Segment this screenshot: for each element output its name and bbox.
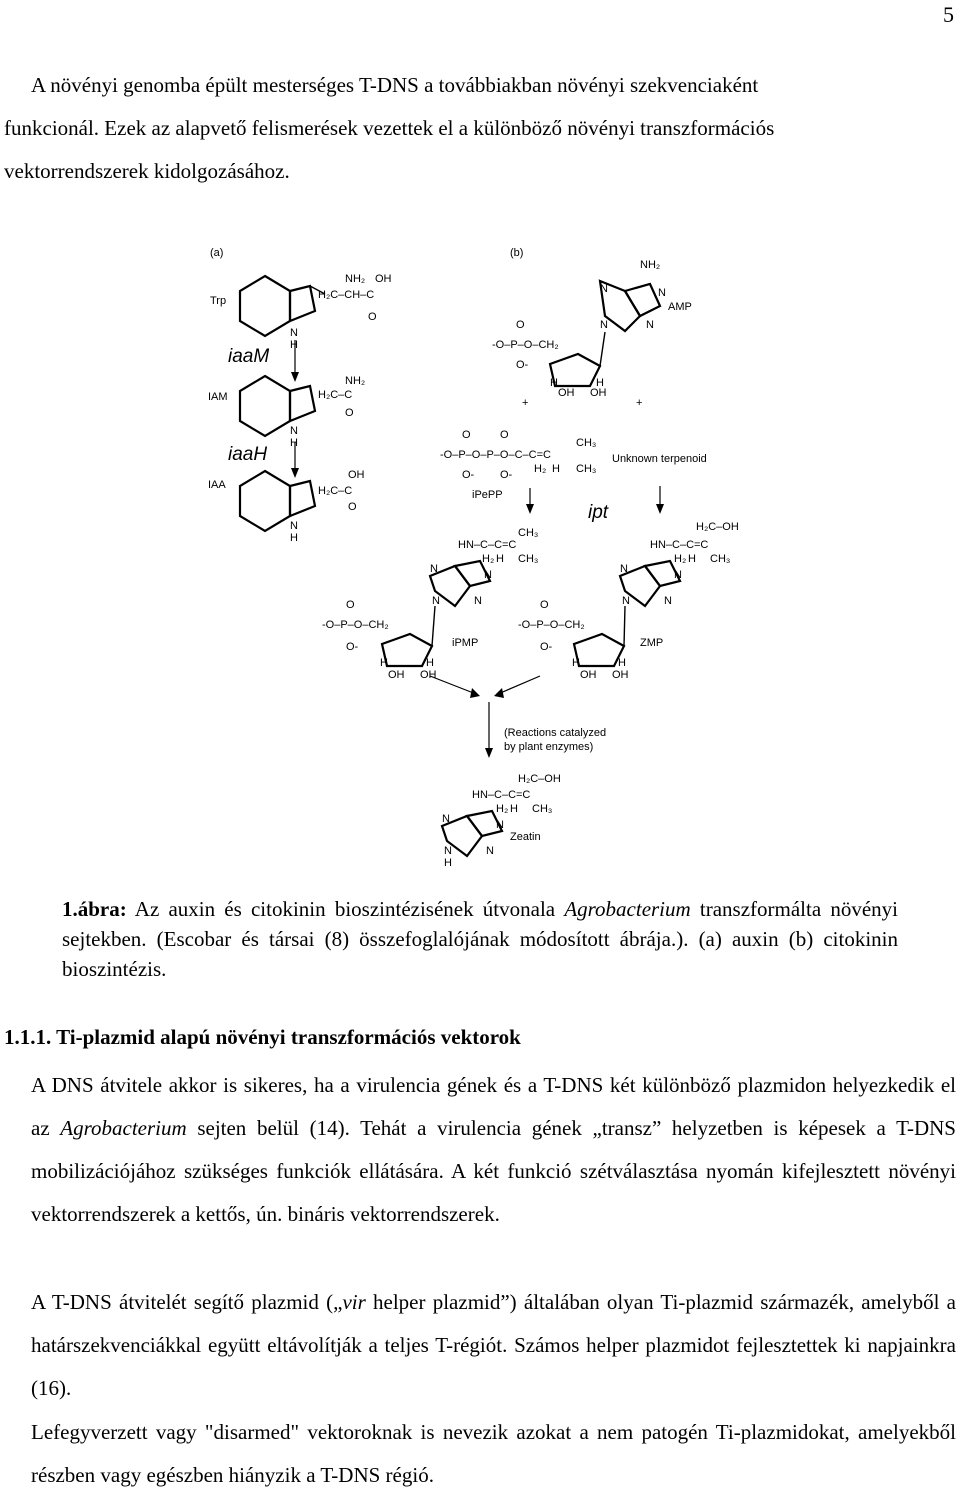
p3-text: Lefegyverzett vagy "disarmed" vektoroknak is nevezik azokat a nem patogén Ti-plazmidokat, amelyekből részben vagy egészben hiányzik a T-DNS régió. <box>31 1420 956 1487</box>
svg-text:N: N <box>432 595 440 607</box>
svg-text:H: H <box>290 437 298 449</box>
caption-label: 1.ábra: <box>62 897 127 921</box>
ipmp-label: iPMP <box>452 637 479 649</box>
zeatin-label: Zeatin <box>510 831 541 843</box>
svg-text:OH: OH <box>388 669 405 681</box>
caption-text-1: Az auxin és citokinin bioszintézisének útvonala <box>126 897 565 921</box>
p2-text-b: helper plazmid”) általában olyan Ti-plazmid származék, amelyből a határszekvenciákkal együtt eltávolítják a teljes T-régiót. Számos helper plazmidot fejlesztettek ki napjainkra (16). <box>31 1290 956 1400</box>
section-paragraph-2 <box>4 1281 956 1410</box>
trp-label: Trp <box>210 295 227 307</box>
reactions-label-1: (Reactions catalyzed <box>504 727 607 739</box>
iam-molecule <box>208 375 365 449</box>
zmp-label: ZMP <box>640 637 664 649</box>
svg-text:N: N <box>484 569 492 581</box>
svg-text:NH₂: NH₂ <box>640 259 661 271</box>
svg-text:CH₃: CH₃ <box>710 553 731 565</box>
svg-text:H₂: H₂ <box>534 463 547 475</box>
svg-text:H: H <box>444 857 452 869</box>
svg-text:H₂C–C: H₂C–C <box>318 389 353 401</box>
zmp-molecule <box>518 521 739 681</box>
svg-text:H: H <box>510 803 518 815</box>
iaaM-enzyme: iaaM <box>228 346 270 367</box>
ipmp-molecule <box>322 527 538 681</box>
zeatin-molecule <box>442 773 561 869</box>
svg-text:N: N <box>444 845 452 857</box>
svg-text:H: H <box>290 339 298 351</box>
svg-text:HN–C–C=C: HN–C–C=C <box>472 789 531 801</box>
svg-text:O-: O- <box>540 641 553 653</box>
svg-text:O: O <box>462 429 471 441</box>
svg-text:O-: O- <box>500 469 513 481</box>
svg-text:N: N <box>496 819 504 831</box>
svg-text:N: N <box>620 563 628 575</box>
intro-line-1: A növényi genomba épült mesterséges T-DNS a továbbiakban növényi szekvenciaként <box>31 73 759 97</box>
svg-text:O: O <box>348 501 357 513</box>
svg-text:O: O <box>346 599 355 611</box>
svg-text:O-: O- <box>462 469 475 481</box>
svg-text:N: N <box>646 319 654 331</box>
p1-text-b: sejten belül (14). Tehát a virulencia gének „transz” helyzetben is képesek a T-DNS mobilizációjához szükséges funkciók ellátására. A két funkció szétválasztása nyomán kifejlesztett növényi vektorrendszerek a kettős, ún. bináris vektorrendszerek. <box>31 1116 956 1226</box>
svg-text:H₂C–OH: H₂C–OH <box>696 521 739 533</box>
svg-text:NH₂: NH₂ <box>345 273 366 285</box>
svg-text:H₂C–CH–C: H₂C–CH–C <box>318 289 375 301</box>
svg-text:NH₂: NH₂ <box>345 375 366 387</box>
ipepp-label: iPePP <box>472 489 503 501</box>
svg-text:OH: OH <box>590 387 607 399</box>
plus-1: + <box>522 397 529 409</box>
page-number: 5 <box>943 2 954 27</box>
svg-text:H: H <box>618 657 626 669</box>
svg-text:-O–P–O–CH₂: -O–P–O–CH₂ <box>518 619 585 631</box>
svg-text:N: N <box>664 595 672 607</box>
intro-paragraph <box>4 64 956 193</box>
svg-text:N: N <box>622 595 630 607</box>
svg-text:N: N <box>290 425 298 437</box>
amp-label: AMP <box>668 301 692 313</box>
svg-text:CH₃: CH₃ <box>532 803 553 815</box>
section-paragraph-3 <box>4 1411 956 1497</box>
svg-text:N: N <box>486 845 494 857</box>
caption-text-2: transzformálta növényi sejtekben. (Escobar és társai (8) összefoglalójának módosított ábrája.). (a) auxin (b) citokinin bioszintézis. <box>62 897 898 981</box>
svg-text:O: O <box>368 311 377 323</box>
iaaH-enzyme: iaaH <box>228 444 268 465</box>
ipt-enzyme: ipt <box>588 502 609 523</box>
svg-text:OH: OH <box>558 387 575 399</box>
svg-text:-O–P–O–CH₂: -O–P–O–CH₂ <box>492 339 559 351</box>
svg-text:H₂C–OH: H₂C–OH <box>518 773 561 785</box>
svg-text:CH₃: CH₃ <box>518 553 539 565</box>
iam-label: IAM <box>208 391 228 403</box>
svg-text:N: N <box>674 569 682 581</box>
svg-text:N: N <box>600 319 608 331</box>
svg-text:H: H <box>380 657 388 669</box>
amp-molecule <box>492 259 692 399</box>
svg-text:N: N <box>290 327 298 339</box>
svg-text:N: N <box>658 287 666 299</box>
svg-text:H: H <box>426 657 434 669</box>
svg-text:H₂C–C: H₂C–C <box>318 485 353 497</box>
svg-text:H: H <box>550 377 558 389</box>
svg-text:-O–P–O–P–O–C–C=C: -O–P–O–P–O–C–C=C <box>440 449 551 461</box>
svg-text:N: N <box>290 520 298 532</box>
svg-text:CH₃: CH₃ <box>576 463 597 475</box>
ipepp-molecule <box>440 429 596 501</box>
svg-text:H: H <box>496 553 504 565</box>
biosynthesis-figure <box>200 236 760 876</box>
svg-text:OH: OH <box>612 669 629 681</box>
svg-text:O-: O- <box>516 359 529 371</box>
panel-a-label: (a) <box>210 247 224 259</box>
trp-molecule <box>210 273 392 351</box>
svg-text:H: H <box>688 553 696 565</box>
svg-text:H: H <box>290 532 298 544</box>
svg-text:CH₃: CH₃ <box>576 437 597 449</box>
svg-text:-O–P–O–CH₂: -O–P–O–CH₂ <box>322 619 389 631</box>
plus-2: + <box>636 397 643 409</box>
caption-organism: Agrobacterium <box>564 897 691 921</box>
panel-b-label: (b) <box>510 247 524 259</box>
svg-text:N: N <box>600 283 608 295</box>
svg-text:HN–C–C=C: HN–C–C=C <box>458 539 517 551</box>
p2-vir: vir <box>342 1290 366 1314</box>
svg-text:HN–C–C=C: HN–C–C=C <box>650 539 709 551</box>
svg-text:H₂: H₂ <box>482 553 495 565</box>
svg-text:O: O <box>516 319 525 331</box>
svg-text:O: O <box>345 407 354 419</box>
svg-text:N: N <box>474 595 482 607</box>
svg-text:OH: OH <box>420 669 437 681</box>
intro-line-2: funkcionál. Ezek az alapvető felismerések vezettek el a különböző növényi transzformációs <box>4 116 775 140</box>
svg-text:H: H <box>596 377 604 389</box>
section-paragraph-1 <box>4 1064 956 1236</box>
svg-text:OH: OH <box>348 469 365 481</box>
reactions-label-2: by plant enzymes) <box>504 741 594 753</box>
section-heading: 1.1.1. Ti-plazmid alapú növényi transzformációs vektorok <box>4 1025 521 1049</box>
iaa-molecule <box>208 469 365 544</box>
p2-text-a: A T-DNS átvitelét segítő plazmid („ <box>31 1290 343 1314</box>
svg-text:O: O <box>540 599 549 611</box>
unknown-terpenoid-label: Unknown terpenoid <box>612 453 707 465</box>
svg-text:OH: OH <box>580 669 597 681</box>
svg-text:O-: O- <box>346 641 359 653</box>
svg-text:O: O <box>500 429 509 441</box>
svg-text:H: H <box>572 657 580 669</box>
svg-text:N: N <box>430 563 438 575</box>
svg-text:OH: OH <box>375 273 392 285</box>
svg-text:CH₃: CH₃ <box>518 527 539 539</box>
p1-text-a: A DNS átvitele akkor is sikeres, ha a virulencia gének és a T-DNS két különböző plazmidon helyezkedik el az <box>31 1073 956 1140</box>
svg-text:N: N <box>442 813 450 825</box>
svg-text:H: H <box>552 463 560 475</box>
iaa-label: IAA <box>208 479 226 491</box>
intro-line-3: vektorrendszerek kidolgozásához. <box>4 159 290 183</box>
figure-caption <box>62 894 898 984</box>
svg-text:H₂: H₂ <box>496 803 509 815</box>
p1-organism: Agrobacterium <box>60 1116 187 1140</box>
svg-text:H₂: H₂ <box>674 553 687 565</box>
